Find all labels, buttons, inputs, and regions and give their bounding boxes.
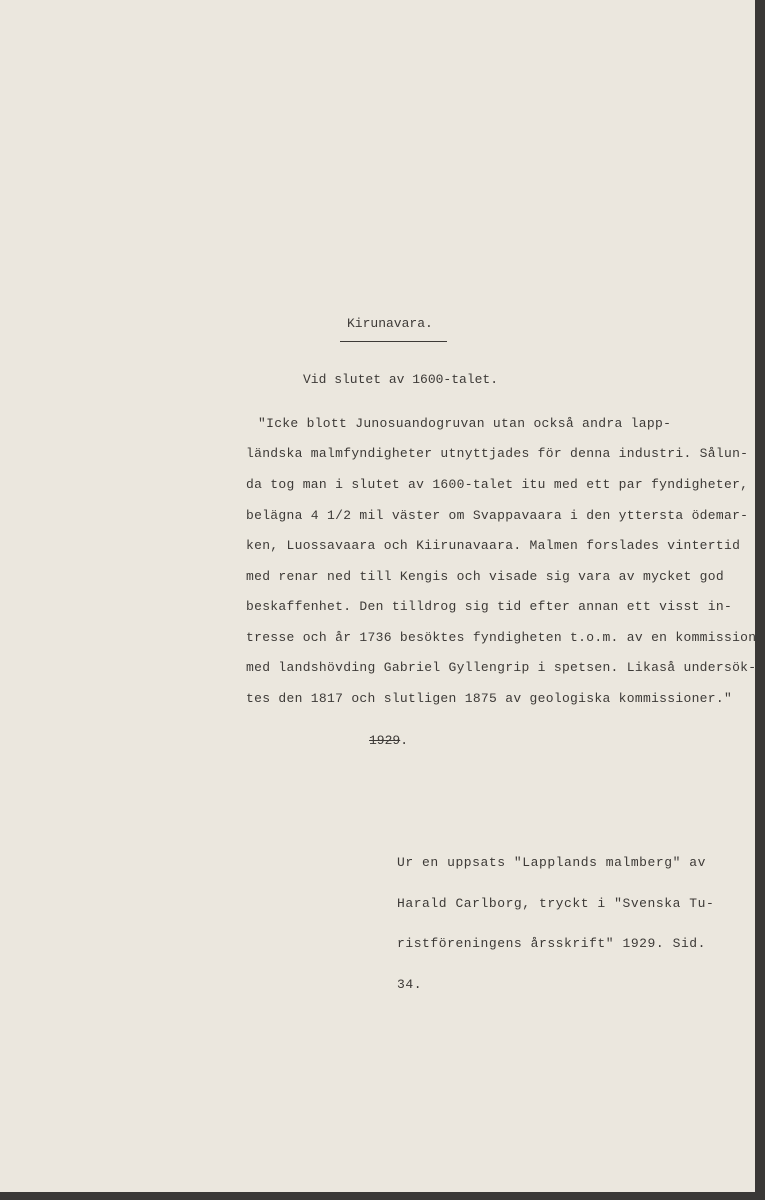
source-line: 34.	[397, 976, 423, 992]
year-line	[369, 733, 408, 748]
quote-line: belägna 4 1/2 mil väster om Svappavaara i den yttersta ödemar-	[246, 508, 749, 523]
source-note	[397, 829, 714, 1018]
quote-line: tes den 1817 och slutligen 1875 av geologiska kommissioner."	[246, 691, 733, 706]
quote-line: da tog man i slutet av 1600-talet itu med ett par fyndigheter,	[246, 477, 749, 492]
quote-line: med renar ned till Kengis och visade sig vara av mycket god	[246, 569, 724, 584]
source-line: ristföreningens årsskrift" 1929. Sid.	[397, 936, 706, 951]
document-title: Kirunavara.	[347, 316, 433, 331]
source-line: Harald Carlborg, tryckt i "Svenska Tu-	[397, 895, 715, 911]
source-line: Ur en uppsats "Lapplands malmberg" av	[397, 855, 706, 870]
year-suffix: .	[400, 733, 409, 748]
quote-line: ländska malmfyndigheter utnyttjades för denna industri. Sålun-	[246, 446, 749, 461]
quote-line: ken, Luossavaara och Kiirunavaara. Malmen forslades vintertid	[246, 538, 741, 553]
quote-line: "Icke blott Junosuandogruvan utan också andra lapp-	[258, 416, 672, 431]
quote-line: med landshövding Gabriel Gyllengrip i spetsen. Likaså undersök-	[246, 660, 757, 675]
quote-line: beskaffenhet. Den tilldrog sig tid efter annan ett visst in-	[246, 599, 733, 614]
title-underline	[340, 341, 447, 342]
struck-year: 1929	[369, 733, 401, 748]
subtitle: Vid slutet av 1600-talet.	[303, 372, 499, 387]
quote-line: tresse och år 1736 besöktes fyndigheten t.o.m. av en kommission	[246, 630, 757, 645]
